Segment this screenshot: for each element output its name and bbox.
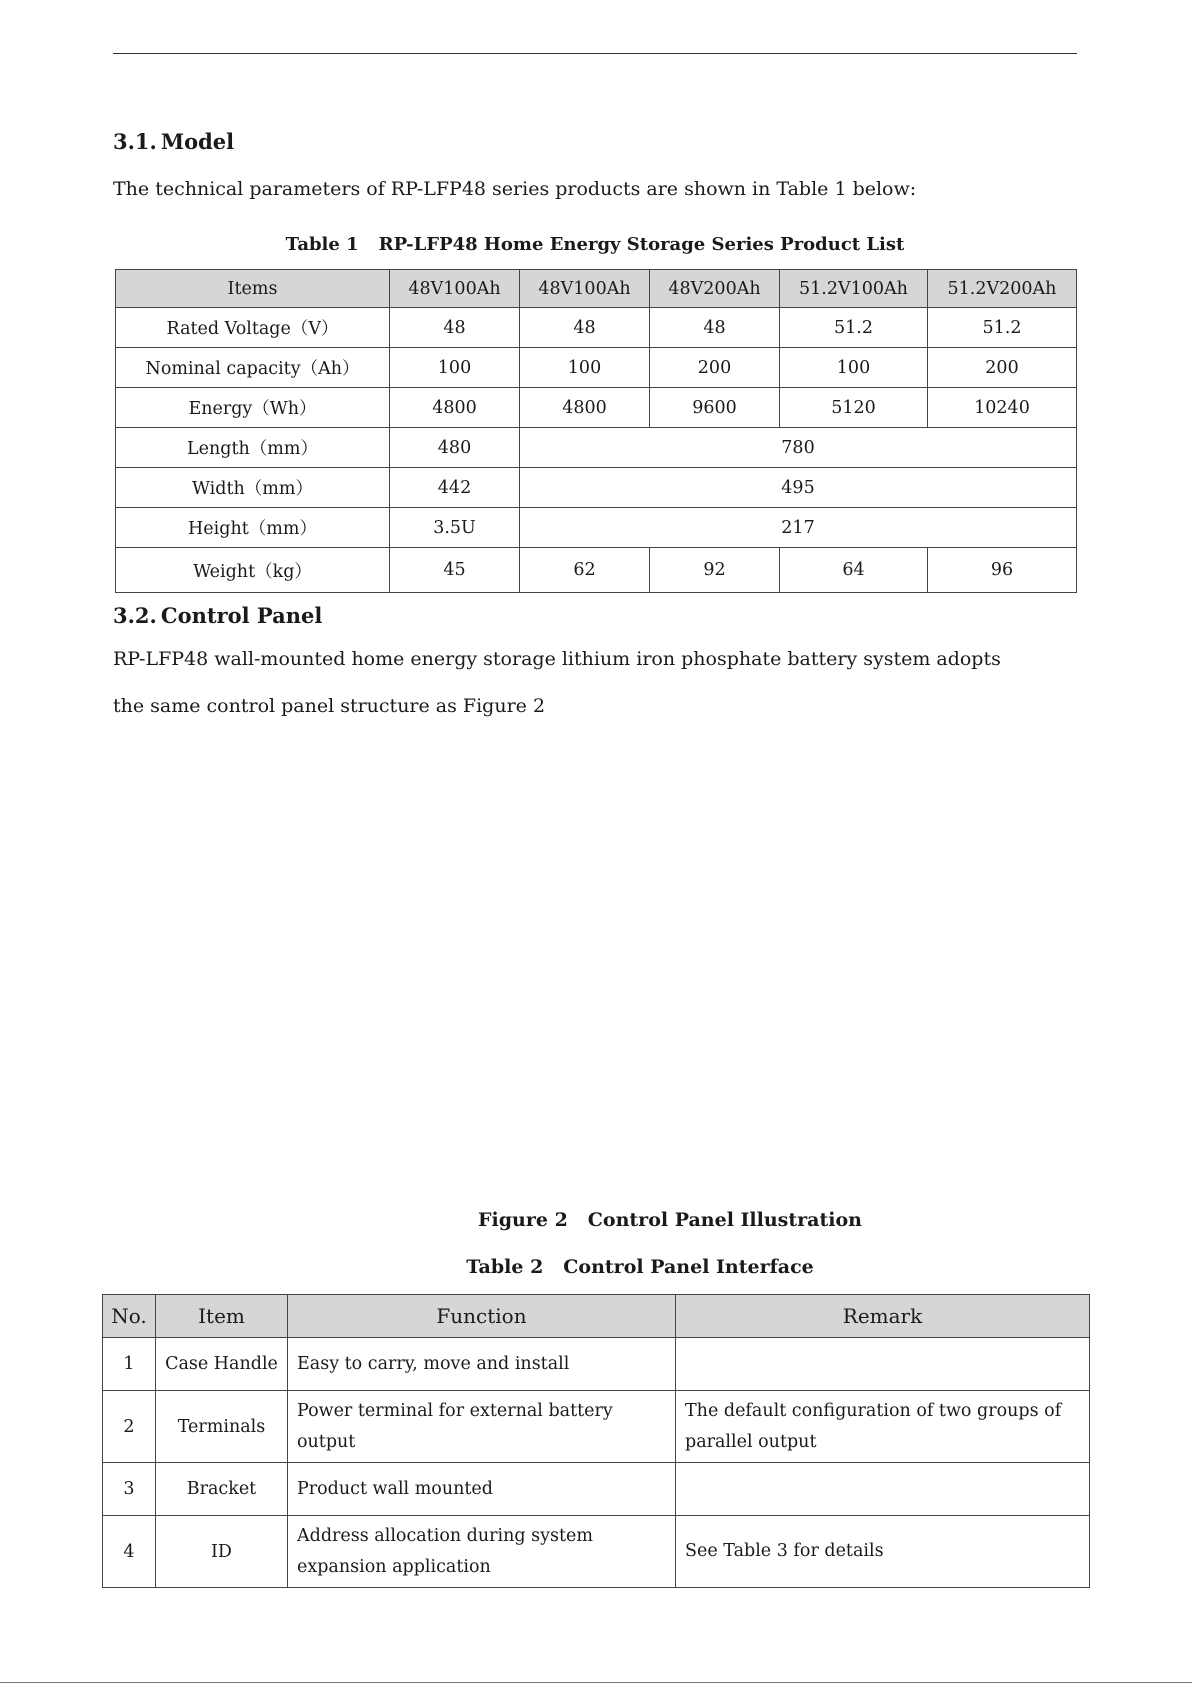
- row-label: Energy（Wh）: [116, 388, 390, 428]
- table-cell: 9600: [650, 388, 780, 428]
- table-cell-merged: 217: [520, 508, 1077, 548]
- section-heading-model: [113, 129, 234, 154]
- item-cell: Terminals: [156, 1391, 288, 1463]
- footer-rule: [0, 1682, 1192, 1683]
- table-cell: 48: [520, 308, 650, 348]
- remark-line: parallel output: [685, 1431, 817, 1452]
- table-cell: 92: [650, 548, 780, 593]
- product-list-table: [115, 269, 1077, 593]
- header-cell: 48V100Ah: [390, 270, 520, 308]
- table-cell: 4800: [390, 388, 520, 428]
- table-cell: 64: [780, 548, 928, 593]
- row-label: Width（mm）: [116, 468, 390, 508]
- header-cell: 51.2V100Ah: [780, 270, 928, 308]
- table-cell: 48: [650, 308, 780, 348]
- function-line: expansion application: [297, 1556, 491, 1577]
- table2-caption-label: Table 2: [466, 1256, 544, 1278]
- table-cell: 100: [390, 348, 520, 388]
- table-cell-merged: 780: [520, 428, 1077, 468]
- row-number: 1: [103, 1338, 156, 1391]
- table-cell: 480: [390, 428, 520, 468]
- table2-caption-title: Control Panel Interface: [563, 1256, 814, 1278]
- remark-cell: [676, 1391, 1090, 1463]
- table-row-rated-voltage: [116, 308, 1077, 348]
- function-cell: Power terminal for external battery output: [288, 1391, 676, 1463]
- figure2-caption-title: Control Panel Illustration: [587, 1209, 862, 1231]
- control-panel-paragraph-line2: the same control panel structure as Figure 2: [113, 695, 546, 717]
- function-cell: Easy to carry, move and install: [288, 1338, 676, 1391]
- row-label: Rated Voltage（V）: [116, 308, 390, 348]
- table-cell: 96: [928, 548, 1077, 593]
- header-cell: 48V200Ah: [650, 270, 780, 308]
- table-row-length: [116, 428, 1077, 468]
- section-number: 3.1.: [113, 129, 157, 154]
- remark-cell: [676, 1338, 1090, 1391]
- section-title: Model: [160, 129, 235, 154]
- table-cell: 45: [390, 548, 520, 593]
- item-cell: Bracket: [156, 1463, 288, 1516]
- table-cell: 442: [390, 468, 520, 508]
- table-cell: 100: [780, 348, 928, 388]
- row-label: Length（mm）: [116, 428, 390, 468]
- model-intro-paragraph: The technical parameters of RP-LFP48 series products are shown in Table 1 below:: [113, 178, 917, 200]
- table-row: [103, 1463, 1090, 1516]
- function-cell: [288, 1516, 676, 1588]
- table2-caption: [430, 1256, 850, 1278]
- table-cell: 3.5U: [390, 508, 520, 548]
- section-title: Control Panel: [160, 603, 323, 628]
- table-row-nominal-capacity: [116, 348, 1077, 388]
- header-cell: Remark: [676, 1295, 1090, 1338]
- figure2-caption: [430, 1209, 910, 1231]
- row-label: Height（mm）: [116, 508, 390, 548]
- row-number: 3: [103, 1463, 156, 1516]
- table-row-energy: [116, 388, 1077, 428]
- table-cell-merged: 495: [520, 468, 1077, 508]
- header-cell: Item: [156, 1295, 288, 1338]
- function-line: Address allocation during system: [297, 1525, 593, 1546]
- table-cell: 51.2: [780, 308, 928, 348]
- header-cell: Items: [116, 270, 390, 308]
- table-cell: 4800: [520, 388, 650, 428]
- table-cell: 100: [520, 348, 650, 388]
- table-cell: 48: [390, 308, 520, 348]
- remark-cell: [676, 1463, 1090, 1516]
- table-cell: 62: [520, 548, 650, 593]
- table-cell: 51.2: [928, 308, 1077, 348]
- item-cell: ID: [156, 1516, 288, 1588]
- header-rule: [113, 53, 1077, 54]
- remark-line: The default configuration of two groups of: [685, 1400, 1062, 1421]
- row-label: Nominal capacity（Ah）: [116, 348, 390, 388]
- table-cell: 5120: [780, 388, 928, 428]
- row-number: 4: [103, 1516, 156, 1588]
- control-panel-paragraph-line1: RP-LFP48 wall-mounted home energy storage lithium iron phosphate battery system adopts: [113, 648, 1001, 670]
- table-row-height: [116, 508, 1077, 548]
- header-cell: 51.2V200Ah: [928, 270, 1077, 308]
- table-row: [103, 1516, 1090, 1588]
- section-heading-control-panel: [113, 603, 322, 628]
- header-cell: 48V100Ah: [520, 270, 650, 308]
- table-cell: 200: [928, 348, 1077, 388]
- table-header-row: [116, 270, 1077, 308]
- section-number: 3.2.: [113, 603, 157, 628]
- table1-caption-label: Table 1: [285, 234, 359, 255]
- table1-caption: [113, 234, 1077, 255]
- remark-cell: See Table 3 for details: [676, 1516, 1090, 1588]
- table-row-weight: [116, 548, 1077, 593]
- table-cell: 10240: [928, 388, 1077, 428]
- function-cell: Product wall mounted: [288, 1463, 676, 1516]
- item-cell: Case Handle: [156, 1338, 288, 1391]
- figure2-caption-label: Figure 2: [478, 1209, 568, 1231]
- control-panel-interface-table: [102, 1294, 1090, 1588]
- table-header-row: [103, 1295, 1090, 1338]
- table-row: [103, 1338, 1090, 1391]
- table1-caption-title: RP-LFP48 Home Energy Storage Series Product List: [378, 234, 905, 255]
- row-label: Weight（kg）: [116, 548, 390, 593]
- table-row-width: [116, 468, 1077, 508]
- figure-2-area: [113, 740, 1077, 1190]
- row-number: 2: [103, 1391, 156, 1463]
- table-row: [103, 1391, 1090, 1463]
- table-cell: 200: [650, 348, 780, 388]
- header-cell: Function: [288, 1295, 676, 1338]
- header-cell: No.: [103, 1295, 156, 1338]
